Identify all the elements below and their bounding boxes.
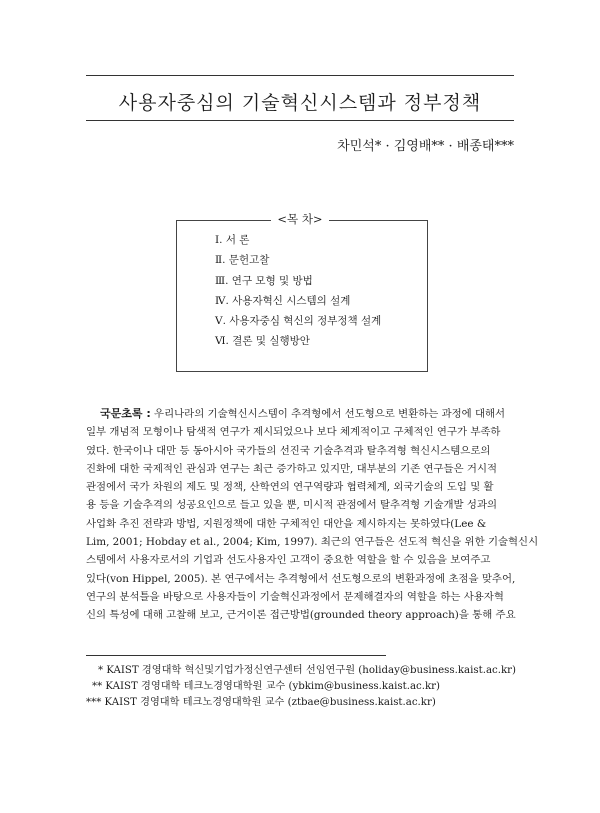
abstract-line: 스템에서 사용자로서의 기업과 선도사용자인 고객이 중요한 역할을 할 수 있음을 보여주고 [86,554,491,567]
abstract-line: 우리나라의 기술혁신시스템이 추격형에서 선도형으로 변환하는 과정에 대해서 [154,408,506,420]
footnote: *** KAIST 경영대학 테크노경영대학원 교수 (ztbae@business.kaist.ac.kr) [86,697,436,708]
footnote: * KAIST 경영대학 혁신및기업가정신연구센터 선임연구원 (holiday@business.kaist.ac.kr) [98,665,516,676]
paper-title: 사용자중심의 기술혁신시스템과 정부정책 [118,92,482,114]
toc-caption-text: <목 차> [271,212,328,226]
toc-item: Ⅱ. 문헌고찰 [215,254,270,267]
author-line: 차민석* · 김영배** · 배종태*** [337,139,514,154]
abstract-line: 였다. 한국이나 대만 등 동아시아 국가들의 선진국 기술추격과 탈추격형 혁신시스템으로의 [86,444,491,457]
toc-item: Ⅲ. 연구 모형 및 방법 [215,274,313,287]
toc-item: Ⅵ. 결론 및 실행방안 [215,335,310,348]
toc-caption [0,211,600,227]
toc-item: Ⅰ. 서 론 [215,234,250,246]
toc-item: Ⅴ. 사용자중심 혁신의 정부정책 설계 [215,315,382,328]
abstract-line: 연구의 분석틀을 바탕으로 사용자들이 기술혁신과정에서 문제해결자의 역할을 하는 사용자혁 [86,590,504,603]
title-bottom-rule [86,120,514,121]
toc-list [215,232,381,354]
abstract-line: 사업화 추진 전략과 방법, 지원정책에 대한 구체적인 대안을 제시하지는 못하였다(Lee & [86,517,487,530]
abstract-line: 관점에서 국가 차원의 제도 및 정책, 산학연의 연구역량과 협력체계, 외국기술의 도입 및 활 [86,481,494,494]
abstract-line: 용 등을 기술추격의 성공요인으로 들고 있을 뿐, 미시적 관점에서 탈추격형 기술개발 성과의 [86,499,498,512]
abstract-line: 신의 특성에 대해 고찰해 보고, 근거이론 접근방법(grounded theory approach)을 통해 주요 [86,609,516,622]
title-top-rule [86,75,514,76]
footnote: ** KAIST 경영대학 테크노경영대학원 교수 (ybkim@business.kaist.ac.kr) [92,681,440,692]
abstract-line: 진화에 대한 국제적인 관심과 연구는 최근 증가하고 있지만, 대부분의 기존 연구들은 거시적 [86,462,498,475]
abstract-line: Lim, 2001; Hobday et al., 2004; Kim, 1997). 최근의 연구들은 선도적 혁신을 위한 기술혁신시 [86,536,539,549]
footnote-rule [86,655,386,656]
abstract-line: 있다(von Hippel, 2005). 본 연구에서는 추격형에서 선도형으로의 변환과정에 초점을 맞추어, [86,572,516,585]
korean-abstract [86,405,539,625]
footnotes [86,663,526,711]
toc-item: Ⅳ. 사용자혁신 시스템의 설계 [215,294,351,307]
abstract-line: 일부 개념적 모형이나 탐색적 연구가 제시되었으나 보다 체계적이고 구체적인 연구가 부족하 [86,426,501,439]
abstract-label: 국문초록 : [100,407,151,420]
